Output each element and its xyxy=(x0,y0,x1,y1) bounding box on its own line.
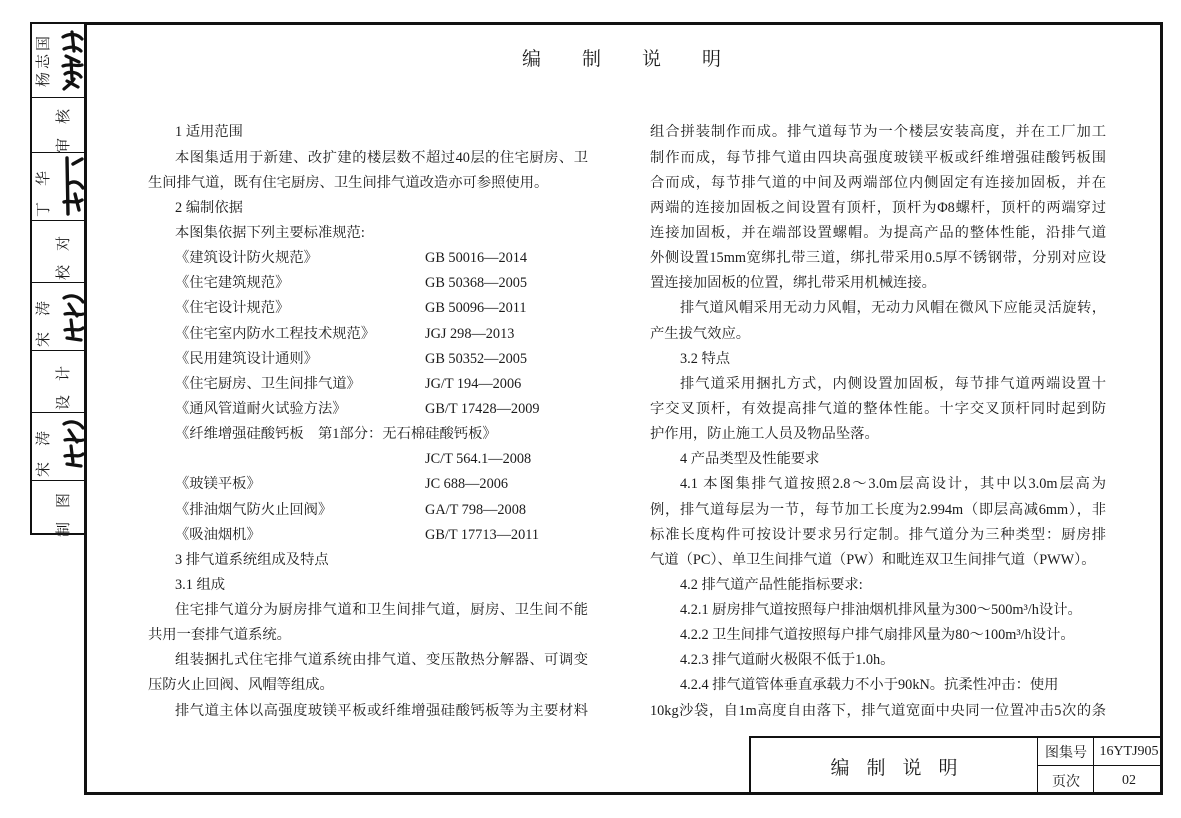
text-line: 排气道风帽采用无动力风帽，无动力风帽在微风下应能灵活旋转， xyxy=(680,300,1106,317)
text-line: 气道（PC）、单卫生间排气道（PW）和毗连双卫生间排气道（PWW）。 xyxy=(650,551,1096,568)
standard-code: GB 50352—2005 xyxy=(425,350,528,367)
title-block-divider xyxy=(1037,738,1038,795)
section-heading: 1 适用范围 xyxy=(175,124,243,141)
section-heading: 3 排气道系统组成及特点 xyxy=(175,551,329,568)
text-line: 护作用，防止施工人员及物品坠落。 xyxy=(650,426,879,443)
designer-name: 宋涛 xyxy=(36,284,52,348)
standard-title: 《住宅厨房、卫生间排气道》 xyxy=(175,375,361,392)
text-line: 4.2.3 排气道耐火极限不低于1.0h。 xyxy=(680,652,895,669)
drafter-signature xyxy=(61,415,85,470)
title-block-divider xyxy=(1037,765,1163,766)
text-line: 排气道采用捆扎方式，内侧设置加固板，每节排气道两端设置十 xyxy=(680,375,1106,392)
text-line: 置连接加固板的位置，绑扎带采用机械连接。 xyxy=(650,275,936,292)
text-line: 本图集适用于新建、改扩建的楼层数不超过40层的住宅厨房、卫 xyxy=(175,149,588,166)
standard-reference xyxy=(148,498,588,523)
text-line: 连接加固板，并在端部设置螺帽。为提高产品的整体性能，沿排气道 xyxy=(650,224,1106,241)
check-label: 校对 xyxy=(56,221,72,281)
text-line: 10kg沙袋，自1m高度自由落下，排气道宽面中央同一位置冲击5次的条 xyxy=(650,702,1106,719)
review-label: 审核 xyxy=(56,94,72,154)
standard-code: GB 50368—2005 xyxy=(425,275,528,292)
signature-strip xyxy=(30,22,87,538)
standard-title: 《住宅建筑规范》 xyxy=(175,275,290,292)
strip-divider xyxy=(32,282,87,283)
text-line: 压防火止回阀、风帽等组成。 xyxy=(148,677,334,694)
standard-reference xyxy=(148,271,588,296)
standard-code: GB/T 17713—2011 xyxy=(425,526,539,543)
strip-divider xyxy=(32,412,87,413)
strip-divider xyxy=(32,350,87,351)
standard-title: 《排油烟气防火止回阀》 xyxy=(175,501,333,518)
standard-reference xyxy=(148,347,588,372)
section-heading: 3.2 特点 xyxy=(680,350,731,367)
reviewer-name: 杨志国 xyxy=(36,32,52,88)
standard-title: 《住宅设计规范》 xyxy=(175,300,290,317)
text-line: 标准长度构件可按设计要求另行定制。排气道分为三种类型：厨房排 xyxy=(650,526,1106,543)
standard-title: 《通风管道耐火试验方法》 xyxy=(175,400,347,417)
standard-reference xyxy=(148,523,588,548)
atlas-number-label: 图集号 xyxy=(1045,745,1087,761)
page-number-label: 页次 xyxy=(1052,775,1080,790)
page-number: 02 xyxy=(1122,773,1136,788)
standard-reference xyxy=(148,372,588,397)
text-line: 4.2.1 厨房排气道按照每户排油烟机排风量为300～500m³/h设计。 xyxy=(680,602,1082,619)
standard-reference-continued xyxy=(148,447,588,472)
title-block-title: 编制说明 xyxy=(830,758,975,779)
standard-title: 《吸油烟机》 xyxy=(175,526,261,543)
standard-code: JG/T 194—2006 xyxy=(425,375,522,392)
atlas-number: 16YTJ905 xyxy=(1099,743,1159,759)
standard-code: JGJ 298—2013 xyxy=(425,325,515,342)
page-title: 编制说明 xyxy=(522,49,763,70)
standard-reference xyxy=(148,397,588,422)
standard-reference xyxy=(148,296,588,321)
title-block-divider xyxy=(1093,738,1094,795)
text-line: 4.1 本图集排气道按照2.8～3.0m层高设计，其中以3.0m层高为 xyxy=(680,476,1106,493)
text-line: 合而成，每节排气道的中间及两端部位内侧固定有连接加固板，并在 xyxy=(650,174,1106,191)
text-line: 字交叉顶杆，有效提高排气道的整体性能。十字交叉顶杆同时起到防 xyxy=(650,400,1106,417)
text-line: 生间排气道，既有住宅厨房、卫生间排气道改造亦可参照使用。 xyxy=(148,174,549,191)
standard-title: 《住宅室内防水工程技术规范》 xyxy=(175,325,376,342)
standard-reference xyxy=(148,472,588,497)
strip-divider xyxy=(32,220,87,221)
right-text-column xyxy=(650,120,1106,723)
draw-label: 制图 xyxy=(56,478,72,538)
standard-code: GA/T 798—2008 xyxy=(425,501,527,518)
text-line: 产生拔气效应。 xyxy=(650,325,751,342)
designer-signature xyxy=(61,290,85,344)
standard-reference xyxy=(148,322,588,347)
standard-code: JC/T 564.1—2008 xyxy=(425,451,532,468)
checker-signature xyxy=(61,154,85,218)
text-line: 4.2.2 卫生间排气道按照每户排气扇排风量为80～100m³/h设计。 xyxy=(680,627,1075,644)
checker-name: 丁华 xyxy=(36,154,52,218)
standard-code: JC 688—2006 xyxy=(425,476,509,493)
standard-reference xyxy=(148,246,588,271)
design-label: 设计 xyxy=(56,351,72,411)
standard-reference xyxy=(148,422,588,447)
text-line: 组合拼装制作而成。排气道每节为一个楼层安装高度，并在工厂加工 xyxy=(650,124,1106,141)
standard-title: 《纤维增强硅酸钙板 第1部分：无石棉硅酸钙板》 xyxy=(175,426,497,443)
standard-code: GB 50016—2014 xyxy=(425,250,528,267)
text-line: 例，排气道每层为一节，每节加工长度为2.994m（即层高减6mm），非 xyxy=(650,501,1106,518)
left-text-column xyxy=(148,120,588,723)
section-heading: 4.2 排气道产品性能指标要求: xyxy=(680,576,863,593)
text-line: 4.2.4 排气道管体垂直承载力不小于90kN。抗柔性冲击：使用 xyxy=(680,677,1059,694)
section-heading: 4 产品类型及性能要求 xyxy=(680,451,820,468)
drafter-name: 宋涛 xyxy=(36,414,52,478)
text-line: 制作而成，每节排气道由四块高强度玻镁平板或纤维增强硅酸钙板围 xyxy=(650,149,1106,166)
standard-code: GB 50096—2011 xyxy=(425,300,527,317)
standard-title: 《民用建筑设计通则》 xyxy=(175,350,318,367)
section-heading: 2 编制依据 xyxy=(175,199,243,216)
title-block xyxy=(749,736,1163,795)
text-line: 共用一套排气道系统。 xyxy=(148,627,291,644)
standard-code: GB/T 17428—2009 xyxy=(425,400,540,417)
text-line: 本图集依据下列主要标准规范: xyxy=(175,224,365,241)
section-heading: 3.1 组成 xyxy=(175,576,226,593)
reviewer-signature xyxy=(60,29,84,91)
standard-title: 《玻镁平板》 xyxy=(175,476,261,493)
text-line: 两端的连接加固板之间设置有顶杆，顶杆为Φ8螺杆，顶杆的两端穿过 xyxy=(650,199,1106,216)
text-line: 住宅排气道分为厨房排气道和卫生间排气道，厨房、卫生间不能 xyxy=(175,602,588,619)
text-line: 组装捆扎式住宅排气道系统由排气道、变压散热分解器、可调变 xyxy=(175,652,588,669)
text-line: 排气道主体以高强度玻镁平板或纤维增强硅酸钙板等为主要材料 xyxy=(175,702,588,719)
text-line: 外侧设置15mm宽绑扎带三道，绑扎带采用0.5厚不锈钢带，分别对应设 xyxy=(650,250,1106,267)
standard-title: 《建筑设计防火规范》 xyxy=(175,250,318,267)
